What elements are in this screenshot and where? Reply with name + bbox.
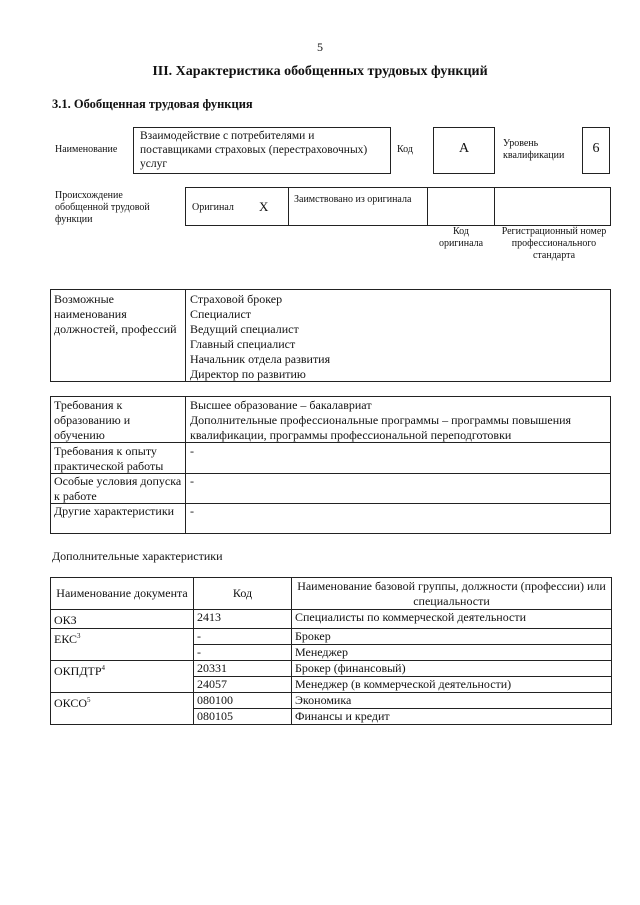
name-cell: Брокер (292, 629, 612, 645)
doc-cell: ОКСО$^5$ (51, 693, 194, 725)
position-item: Начальник отдела развития (190, 352, 331, 366)
position-item: Ведущий специалист (190, 322, 299, 336)
position-item: Директор по развитию (190, 367, 306, 381)
reg-number-caption: Регистрационный номер профессионального стандарта (501, 226, 607, 261)
borrowed-label: Заимствовано из оригинала (294, 194, 412, 205)
education-line: Высшее образование – бакалавриат (190, 398, 372, 412)
admission-value: - (190, 474, 194, 488)
code-cell: - (194, 629, 292, 645)
additional-table (50, 577, 612, 725)
table-row (51, 693, 612, 709)
code-cell: - (194, 645, 292, 661)
code-cell: 080105 (194, 709, 292, 725)
doc-cell: ОКПДТР$^4$ (51, 661, 194, 693)
position-item: Главный специалист (190, 337, 296, 351)
code-cell: 2413 (194, 610, 292, 629)
origin-divider (494, 187, 495, 226)
header-name: Наименование базовой группы, должности (профессии) или специальности (292, 578, 612, 610)
name-cell: Менеджер (в коммерческой деятельности) (292, 677, 612, 693)
requirements-divider (185, 396, 186, 534)
table-header-row (51, 578, 612, 610)
additional-title: Дополнительные характеристики (52, 549, 223, 563)
name-label: Наименование (55, 144, 118, 155)
code-cell: 20331 (194, 661, 292, 677)
code-original-caption: Код оригинала (438, 226, 484, 249)
name-cell: Брокер (финансовый) (292, 661, 612, 677)
name-cell: Финансы и кредит (292, 709, 612, 725)
positions-label: Возможные наименования должностей, профессий (54, 292, 177, 336)
table-row (51, 610, 612, 629)
position-item: Специалист (190, 307, 252, 321)
doc-cell: ОКЗ (51, 610, 194, 629)
subsection-title: 3.1. Обобщенная трудовая функция (52, 97, 253, 111)
original-label: Оригинал (192, 202, 234, 213)
origin-divider (427, 187, 428, 226)
experience-value: - (190, 444, 194, 458)
other-label: Другие характеристики (54, 504, 175, 518)
admission-label: Особые условия допуска к работе (54, 474, 182, 503)
section-title: III. Характеристика обобщенных трудовых функций (152, 64, 488, 79)
code-value: A (458, 141, 470, 156)
level-value: 6 (592, 141, 600, 156)
code-cell: 080100 (194, 693, 292, 709)
name-cell: Экономика (292, 693, 612, 709)
origin-divider (288, 187, 289, 226)
origin-box (185, 187, 611, 226)
positions-divider (185, 289, 186, 382)
other-value: - (190, 504, 194, 518)
experience-label: Требования к опыту практической работы (54, 444, 164, 473)
name-value: Взаимодействие с потребителями и поставщиками страховых (перестраховочных) услуг (140, 130, 368, 170)
education-label: Требования к образованию и обучению (54, 398, 131, 442)
code-cell: 24057 (194, 677, 292, 693)
position-item: Страховой брокер (190, 292, 283, 306)
education-line: Дополнительные профессиональные программы – программы повышения квалификации, программы профессиональной переподготовки (190, 413, 572, 442)
original-mark: X (259, 199, 269, 214)
name-cell: Менеджер (292, 645, 612, 661)
origin-label: Происхождение обобщенной трудовой функции (55, 190, 150, 225)
doc-cell: ЕКС$^3$ (51, 629, 194, 661)
page-number: 5 (317, 40, 323, 54)
name-cell: Специалисты по коммерческой деятельности (292, 610, 612, 629)
code-label: Код (397, 144, 413, 155)
level-label: Уровень квалификации (503, 138, 565, 161)
table-row (51, 629, 612, 645)
header-document: Наименование документа (51, 578, 194, 610)
table-row (51, 661, 612, 677)
header-code: Код (194, 578, 292, 610)
